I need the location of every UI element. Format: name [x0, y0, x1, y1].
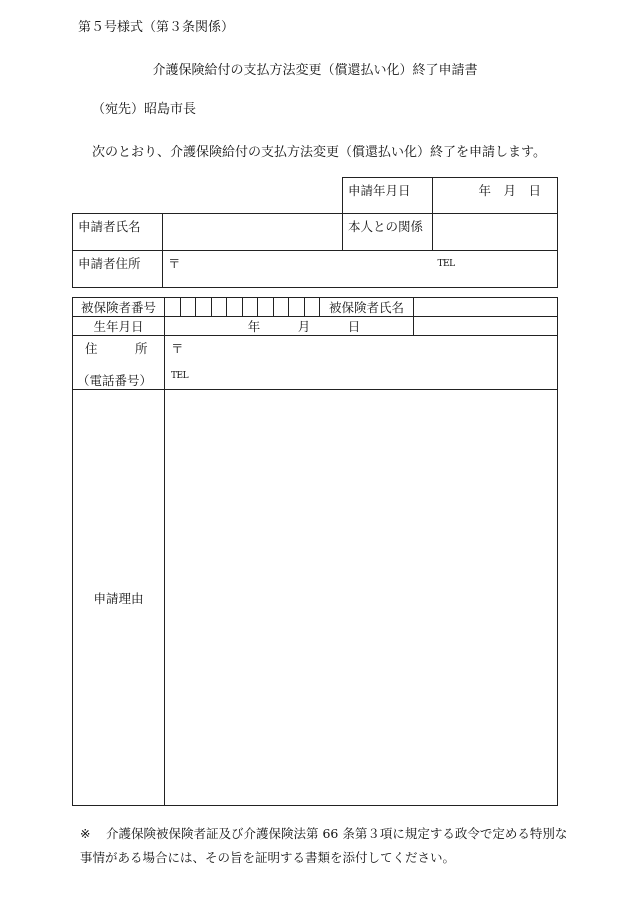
- insured-number-digit[interactable]: [180, 298, 196, 317]
- insured-address-label: 住 所: [85, 341, 148, 356]
- birthdate-label: 生年月日: [73, 317, 165, 336]
- relation-label: 本人との関係: [343, 214, 433, 251]
- applicant-address-label: 申請者住所: [73, 251, 163, 288]
- postal-mark-icon: 〒: [168, 256, 181, 271]
- insured-number-digit[interactable]: [196, 298, 212, 317]
- applicant-tel-field[interactable]: [433, 251, 558, 288]
- tel-mark-icon: TEL: [437, 259, 455, 269]
- applicant-name-field[interactable]: [163, 214, 343, 251]
- intro-text: 次のとおり、介護保険給付の支払方法変更（償還払い化）終了を申請します。: [92, 145, 546, 160]
- insured-name-label: 被保険者氏名: [320, 298, 414, 317]
- postal-mark-icon: 〒: [171, 341, 184, 356]
- insured-number-digit[interactable]: [242, 298, 258, 317]
- insured-number-digit[interactable]: [211, 298, 227, 317]
- insured-address-label-cell: [73, 336, 165, 390]
- insured-number-digit[interactable]: [258, 298, 274, 317]
- form-number: 第５号様式（第３条関係）: [78, 20, 235, 35]
- application-date-label: 申請年月日: [343, 178, 433, 214]
- footnote-text: 介護保険被保険者証及び介護保険法第 66 条第３項に規定する政令で定める特別な事情がある場合には、その旨を証明する書類を添付してください。: [80, 826, 568, 865]
- birthdate-field[interactable]: 年 月 日: [247, 319, 361, 334]
- insured-number-digit[interactable]: [227, 298, 243, 317]
- insured-number-digit[interactable]: [304, 298, 320, 317]
- reason-field[interactable]: [165, 390, 558, 806]
- insured-number-digit[interactable]: [165, 298, 181, 317]
- footnote: [80, 822, 570, 870]
- insured-number-label: 被保険者番号: [73, 298, 165, 317]
- addressee: （宛先）昭島市長: [92, 102, 197, 117]
- insured-address-field[interactable]: [165, 336, 558, 390]
- insured-number-digit[interactable]: [273, 298, 289, 317]
- insured-table: [72, 297, 558, 806]
- tel-mark-icon: TEL: [171, 371, 189, 381]
- insured-number-digit[interactable]: [289, 298, 305, 317]
- insured-name-field[interactable]: [414, 298, 558, 317]
- document-title: 介護保険給付の支払方法変更（償還払い化）終了申請書: [152, 63, 478, 78]
- applicant-address-field[interactable]: [163, 251, 433, 288]
- reason-label: 申請理由: [73, 390, 165, 806]
- application-date-field[interactable]: 年 月 日: [433, 178, 558, 214]
- relation-field[interactable]: [433, 214, 558, 251]
- applicant-table: [72, 177, 558, 288]
- birthdate-extra-cell: [414, 317, 558, 336]
- insured-phone-label: （電話番号）: [77, 373, 153, 388]
- footnote-mark: ※: [80, 826, 91, 841]
- applicant-name-label: 申請者氏名: [73, 214, 163, 251]
